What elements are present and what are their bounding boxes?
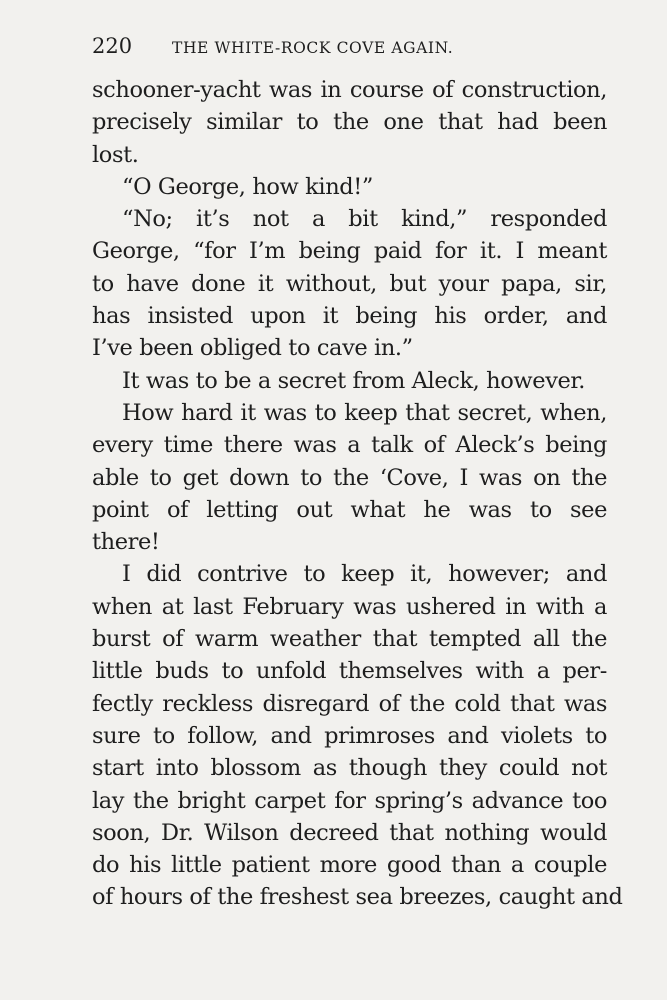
text-line: has insisted upon it being his order, and bbox=[92, 303, 607, 330]
text-line: there! bbox=[92, 529, 160, 556]
text-line: It was to be a secret from Aleck, however. bbox=[122, 367, 586, 394]
text-line: schooner-yacht was in course of construction, bbox=[92, 77, 607, 103]
text-line: to have done it without, but your papa, sir, bbox=[92, 270, 607, 297]
text-line: “O George, how kind!” bbox=[122, 173, 374, 200]
text-line: do his little patient more good than a couple bbox=[92, 852, 607, 879]
text-line: “No; it’s not a bit kind,” responded bbox=[122, 206, 607, 233]
text-line: precisely similar to the one that had been bbox=[92, 109, 607, 136]
text-line: every time there was a talk of Aleck’s being bbox=[92, 432, 607, 459]
running-head bbox=[92, 34, 607, 66]
text-line: How hard it was to keep that secret, when, bbox=[122, 399, 607, 426]
text-line: of hours of the freshest sea breezes, caught and bbox=[92, 884, 623, 911]
body-text bbox=[92, 74, 623, 914]
text-line: when at last February was ushered in with a bbox=[92, 593, 607, 620]
text-line: little buds to unfold themselves with a per- bbox=[92, 658, 607, 685]
text-line: George, “for I’m being paid for it. I meant bbox=[92, 238, 607, 265]
text-line: burst of warm weather that tempted all the bbox=[92, 626, 607, 653]
text-line: start into blossom as though they could not bbox=[92, 755, 607, 782]
text-line: sure to follow, and primroses and violets to bbox=[92, 722, 607, 749]
text-line: lost. bbox=[92, 141, 139, 168]
running-title: THE WHITE-ROCK COVE AGAIN. bbox=[172, 39, 454, 57]
text-line: fectly reckless disregard of the cold that was bbox=[92, 690, 607, 717]
text-line: lay the bright carpet for spring’s advance too bbox=[92, 787, 607, 814]
text-line: soon, Dr. Wilson decreed that nothing would bbox=[92, 819, 607, 846]
text-line: point of letting out what he was to see bbox=[92, 496, 607, 523]
text-line: able to get down to the ‘Cove, I was on the bbox=[92, 464, 607, 491]
text-line: I did contrive to keep it, however; and bbox=[122, 561, 607, 588]
page-number: 220 bbox=[92, 34, 133, 58]
text-line: I’ve been obliged to cave in.” bbox=[92, 335, 413, 362]
